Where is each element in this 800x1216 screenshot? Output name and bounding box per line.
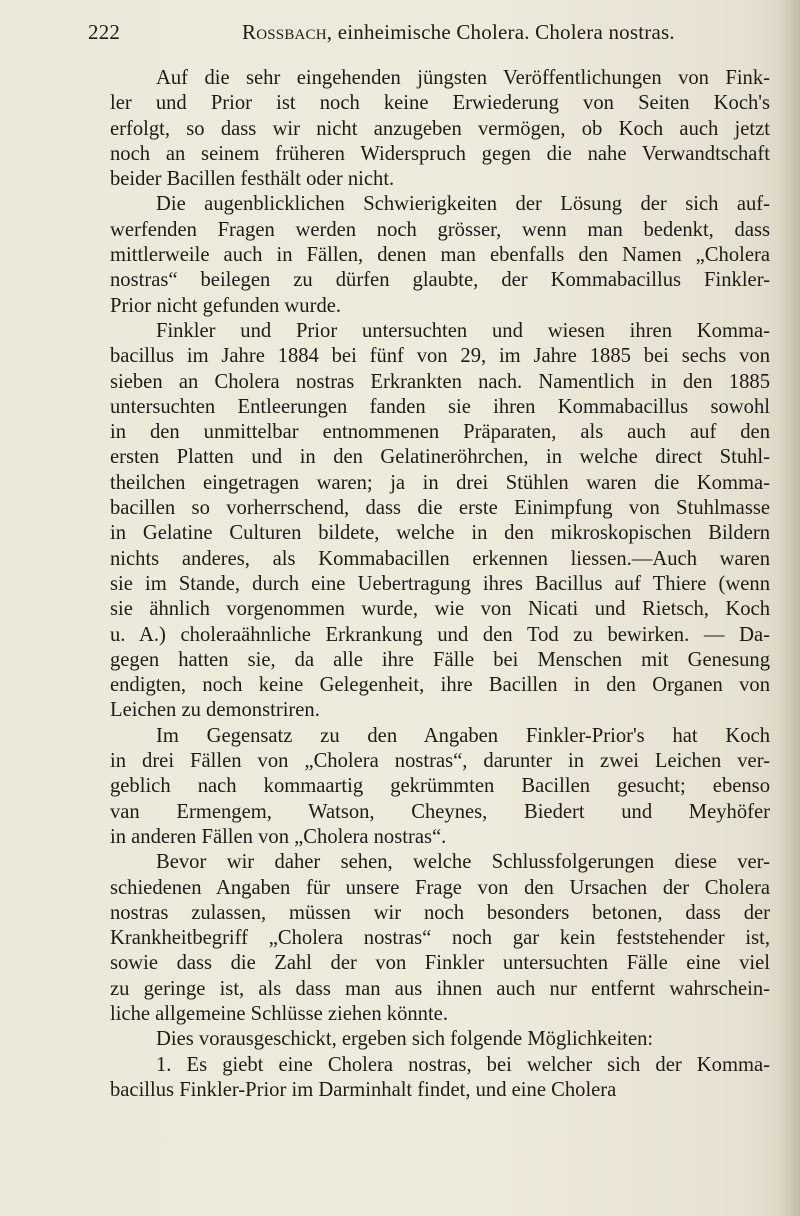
text-line: sie ähnlich vorgenommen wurde, wie von Nicati und Rietsch, Koch	[110, 598, 770, 621]
text-line: Leichen zu demonstriren.	[110, 699, 320, 722]
text-line: endigten, noch keine Gelegenheit, ihre Bacillen in den Organen von	[110, 674, 770, 697]
text-line: Finkler und Prior untersuchten und wiesen ihren Komma-	[156, 319, 770, 342]
text-line: Dies vorausgeschickt, ergeben sich folgende Möglichkeiten:	[156, 1028, 654, 1051]
body-text	[110, 66, 800, 1103]
text-line: Prior nicht gefunden wurde.	[110, 294, 342, 317]
text-line: in Gelatine Culturen bildete, welche in den mikroskopischen Bildern	[110, 522, 770, 545]
text-line: nichts anderes, als Kommabacillen erkennen liessen.—Auch waren	[110, 547, 770, 570]
text-line: schiedenen Angaben für unsere Frage von den Ursachen der Cholera	[110, 876, 770, 899]
running-title	[242, 20, 675, 45]
running-title-author: Rossbach,	[242, 20, 333, 44]
text-line: beider Bacillen festhält oder nicht.	[110, 168, 395, 191]
page-number: 222	[88, 20, 121, 44]
text-line: geblich nach kommaartig gekrümmten Bacillen gesucht; ebenso	[110, 775, 770, 798]
text-line: erfolgt, so dass wir nicht anzugeben vermögen, ob Koch auch jetzt	[110, 117, 770, 140]
text-line: 1. Es giebt eine Cholera nostras, bei welcher sich der Komma-	[156, 1053, 770, 1076]
text-line: mittlerweile auch in Fällen, denen man ebenfalls den Namen „Cholera	[110, 244, 770, 267]
running-title-text: einheimische Cholera. Cholera nostras.	[337, 20, 675, 44]
text-line: untersuchten Entleerungen fanden sie ihren Kommabacillus sowohl	[110, 395, 770, 418]
text-line: Im Gegensatz zu den Angaben Finkler-Prior's hat Koch	[156, 724, 770, 747]
text-line: in den unmittelbar entnommenen Präparaten, als auch auf den	[110, 421, 770, 444]
text-line: zu geringe ist, als dass man aus ihnen auch nur entfernt wahrschein-	[110, 977, 770, 1000]
text-line: bacillus im Jahre 1884 bei fünf von 29, im Jahre 1885 bei sechs von	[110, 345, 770, 368]
text-line: nostras“ beilegen zu dürfen glaubte, der Kommabacillus Finkler-	[110, 269, 770, 292]
text-line: nostras zulassen, müssen wir noch besonders betonen, dass der	[110, 901, 770, 924]
text-line: Bevor wir daher sehen, welche Schlussfolgerungen diese ver-	[156, 851, 770, 874]
text-line: van Ermengem, Watson, Cheynes, Biedert und Meyhöfer	[110, 800, 770, 823]
text-line: ersten Platten und in den Gelatineröhrchen, in welche direct Stuhl-	[110, 446, 770, 469]
text-line: sowie dass die Zahl der von Finkler untersuchten Fälle eine viel	[110, 952, 770, 975]
text-line: in drei Fällen von „Cholera nostras“, darunter in zwei Leichen ver-	[110, 750, 770, 773]
text-line: Krankheitbegriff „Cholera nostras“ noch gar kein feststehender ist,	[110, 927, 770, 950]
running-header	[88, 18, 738, 52]
text-line: sie im Stande, durch eine Uebertragung ihres Bacillus auf Thiere (wenn	[110, 572, 770, 595]
text-line: werfenden Fragen werden noch grösser, wenn man bedenkt, dass	[110, 218, 770, 241]
text-line: Die augenblicklichen Schwierigkeiten der Lösung der sich auf-	[156, 193, 770, 216]
text-line: u. A.) choleraähnliche Erkrankung und den Tod zu bewirken. — Da-	[110, 623, 770, 646]
text-line: sieben an Cholera nostras Erkrankten nach. Namentlich in den 1885	[110, 370, 770, 393]
text-line: liche allgemeine Schlüsse ziehen könnte.	[110, 1002, 448, 1025]
text-line: theilchen eingetragen waren; ja in drei Stühlen waren die Komma-	[110, 471, 770, 494]
text-line: bacillen so vorherrschend, dass die erste Einimpfung von Stuhlmasse	[110, 497, 770, 520]
text-line: gegen hatten sie, da alle ihre Fälle bei Menschen mit Genesung	[110, 648, 770, 671]
text-line: bacillus Finkler-Prior im Darminhalt findet, und eine Cholera	[110, 1078, 617, 1101]
text-line: ler und Prior ist noch keine Erwiederung von Seiten Koch's	[110, 92, 770, 115]
text-line: noch an seinem früheren Widerspruch gegen die nahe Verwandtschaft	[110, 142, 770, 165]
text-line: Auf die sehr eingehenden jüngsten Veröffentlichungen von Fink-	[156, 67, 770, 89]
text-line: in anderen Fällen von „Cholera nostras“.	[110, 825, 447, 848]
